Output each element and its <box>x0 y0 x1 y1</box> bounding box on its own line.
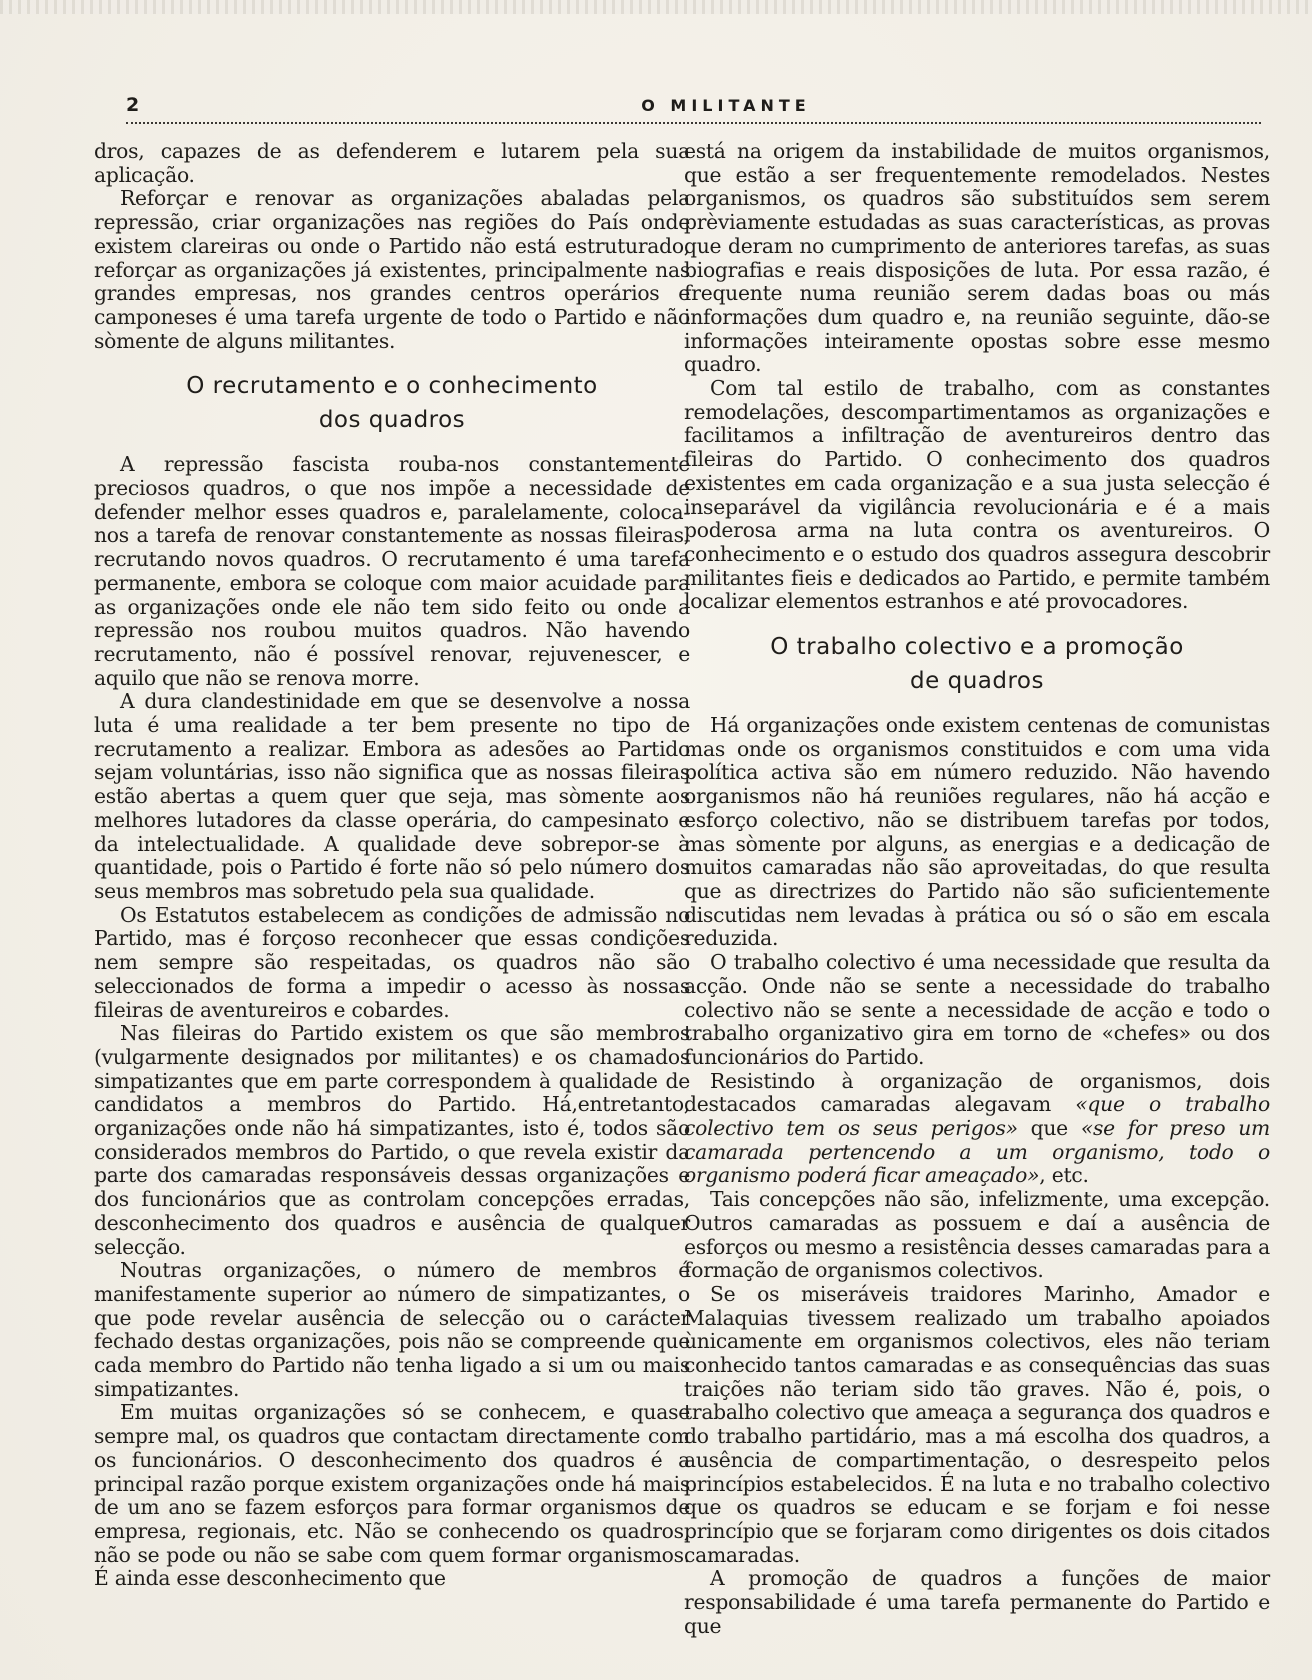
paragraph-intro: dros, capazes de as defenderem e lutarem pela sua aplicação. <box>94 139 690 187</box>
quote-text: «que o trabalho colectivo tem os seus perigos» <box>684 1092 1270 1141</box>
paragraph-clandestinidade: A dura clandestinidade em que se desenvolve a nossa luta é uma realidade a ter bem presente no tipo de recrutamento a realizar. Embora as adesões ao Partido sejam voluntárias, isso não significa que as nossas fileiras estão abertas a quem quer que seja, mas sòmente aos melhores lutadores da classe operária, do campesinato e da intelectualidade. A qualidade deve sobrepor-se à quantidade, pois o Partido é forte não só pelo número dos seus membros mas sobretudo pela sua qualidade. <box>94 689 690 903</box>
paragraph-tais: Tais concepções não são, infelizmente, uma excepção. Outros camaradas as possuem e daí a ausência de esforços ou mesmo a resistência desses camaradas para a formação de organismos colectivos. <box>684 1187 1270 1283</box>
quote-text: «se for preso um camarada pertencendo a um organismo, todo o organismo poderá ficar ameaçado» <box>684 1116 1270 1188</box>
paragraph-reforcar: Reforçar e renovar as organizações abaladas pela repressão, criar organizações nas regiões do País onde existem clareiras ou onde o Partido não está estruturado, reforçar as organizações já existentes, principalmente nas grandes empresas, nos grandes centros operários e camponeses é uma tarefa urgente de todo o Partido e não sòmente de alguns militantes. <box>94 186 690 353</box>
paragraph-resistindo <box>684 1070 1270 1189</box>
heading-line: O recrutamento e o conhecimento <box>186 373 598 400</box>
paragraph-miseraveis: Se os miseráveis traidores Marinho, Amador e Malaquias tivessem realizado um trabalho apoiados ùnicamente em organismos colectivos, eles não teriam conhecido tantos camaradas e as consequências das suas traições não teriam sido tão graves. Não é, pois, o trabalho colectivo que ameaça a segurança dos quadros e do trabalho partidário, mas a má escolha dos quadros, a ausência de compartimentação, o desrespeito pelos princípios estabelecidos. É na luta e no trabalho colectivo que os quadros se educam e se forjam e foi nesse princípio que se forjaram como dirigentes os dois citados camaradas. <box>684 1281 1270 1567</box>
right-column <box>684 140 1270 1638</box>
section-heading-trabalho-colectivo <box>684 630 1270 698</box>
paragraph-fileiras: Nas fileiras do Partido existem os que são membros (vulgarmente designados por militantes) e os chamados simpatizantes que em parte correspondem à qualidade de candidatos a membros do Partido. Há,entretanto, organizações onde não há simpatizantes, isto é, todos são considerados membros do Partido, o que revela existir da parte dos camaradas responsáveis dessas organizações e dos funcionários que as controlam concepções erradas, desconhecimento dos quadros e ausência de qualquer selecção. <box>94 1021 690 1259</box>
paragraph-noutras: Noutras organizações, o número de membros é manifestamente superior ao número de simpatizantes, o que pode revelar ausência de selecção ou o carácter fechado destas organizações, pois não se compreende que cada membro do Partido não tenha ligado a si um ou mais simpatizantes. <box>94 1258 690 1401</box>
journal-title: O MILITANTE <box>641 96 811 115</box>
heading-line: O trabalho colectivo e a promoção <box>770 634 1184 661</box>
paragraph-estatutos: Os Estatutos estabelecem as condições de admissão no Partido, mas é forçoso reconhecer que essas condições nem sempre são respeitadas, os quadros não são seleccionados de forma a impedir o acesso às nossas fileiras de aventureiros e cobardes. <box>94 902 690 1022</box>
paragraph-promocao: A promoção de quadros a funções de maior responsabilidade é uma tarefa permanente do Partido e que <box>684 1566 1270 1638</box>
left-column <box>94 140 690 1591</box>
paragraph-repressao: A repressão fascista rouba-nos constantemente preciosos quadros, o que nos impõe a necessidade de defender melhor esses quadros e, paralelamente, coloca-nos a tarefa de renovar constantemente as nossas fileiras, recrutando novos quadros. O recrutamento é uma tarefa permanente, embora se coloque com maior acuidade para as organizações onde ele não tem sido feito ou onde a repressão nos roubou muitos quadros. Não havendo recrutamento, não é possível renovar, rejuvenescer, e aquilo que não se renova morre. <box>94 452 690 690</box>
paragraph-continuation: está na origem da instabilidade de muitos organismos, que estão a ser frequentemente remodelados. Nestes organismos, os quadros são substituídos sem serem prèviamente estudadas as suas características, as provas que deram no cumprimento de anteriores tarefas, as suas biografias e reais disposições de luta. Por essa razão, é frequente numa reunião serem dadas boas ou más informações dum quadro e, na reunião seguinte, dão-se informações inteiramente opostas sobre esse mesmo quadro. <box>684 139 1270 377</box>
text-run: , etc. <box>1039 1163 1089 1188</box>
paragraph-estilo: Com tal estilo de trabalho, com as constantes remodelações, descompartimentamos as organizações e facilitamos a infiltração de aventureiros dentro das fileiras do Partido. O conhecimento dos quadros existentes em cada organização e a sua justa selecção é inseparável da vigilância revolucionária e é a mais poderosa arma na luta contra os aventureiros. O conhecimento e o estudo dos quadros assegura descobrir militantes fieis e dedicados ao Partido, e permite também localizar elementos estranhos e até provocadores. <box>684 376 1270 614</box>
page-number: 2 <box>126 94 140 116</box>
text-run: que <box>1017 1116 1081 1141</box>
paragraph-ha-organizacoes: Há organizações onde existem centenas de comunistas mas onde os organismos constituidos e com uma vida política activa são em número reduzido. Não havendo organismos não há reuniões regulares, não há acção e esforço colectivo, não se distribuem tarefas por todos, mas sòmente por alguns, as energias e a dedicação de muitos camaradas não são aproveitadas, do que resulta que as directrizes do Partido não são suficientemente discutidas nem levadas à prática ou só o são em escala reduzida. <box>684 713 1270 951</box>
paragraph-muitas: Em muitas organizações só se conhecem, e quase sempre mal, os quadros que contactam directamente com os funcionários. O desconhecimento dos quadros é a principal razão porque existem organizações onde há mais de um ano se fazem esforços para formar organismos de empresa, regionais, etc. Não se conhecendo os quadros, não se pode ou não se sabe com quem formar organismos. É ainda esse desconhecimento que <box>94 1400 690 1591</box>
torn-top-edge <box>0 0 1312 14</box>
running-head <box>126 94 1261 124</box>
section-heading-recrutamento <box>94 369 690 437</box>
heading-line: dos quadros <box>318 407 466 434</box>
text-run: Resistindo à organização de organismos, dois destacados camaradas alegavam <box>684 1068 1270 1117</box>
paragraph-trabalho-colectivo: O trabalho colectivo é uma necessidade que resulta da acção. Onde não se sente a necessidade do trabalho colectivo não se sente a necessidade de acção e todo o trabalho organizativo gira em torno de «chefes» ou dos funcionários do Partido. <box>684 950 1270 1069</box>
heading-line: de quadros <box>910 668 1044 695</box>
